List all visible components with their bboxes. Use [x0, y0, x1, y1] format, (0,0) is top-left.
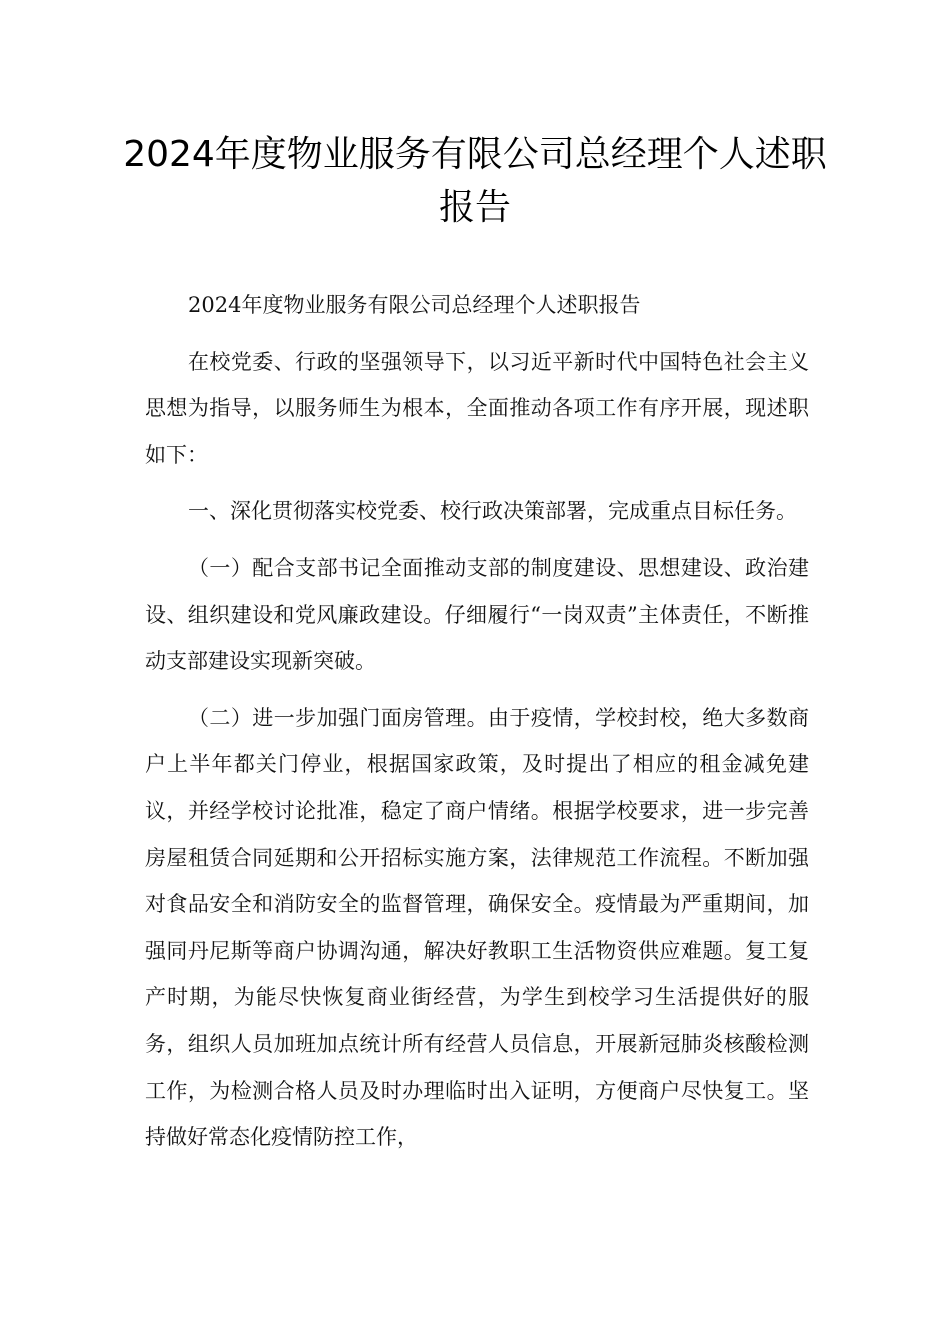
paragraph-intro: 在校党委、行政的坚强领导下，以习近平新时代中国特色社会主义思想为指导，以服务师生为根本，全面推动各项工作有序开展，现述职如下：	[145, 349, 809, 467]
section-heading-1: 一、深化贯彻落实校党委、校行政决策部署，完成重点目标任务。	[188, 499, 797, 524]
paragraph-item-1: （一）配合支部书记全面推动支部的制度建设、思想建设、政治建设、组织建设和党风廉政建设。仔细履行“一岗双责”主体责任，不断推动支部建设实现新突破。	[145, 555, 809, 674]
paragraph-repeat-title: 2024年度物业服务有限公司总经理个人述职报告	[188, 293, 641, 317]
document-title: 2024年度物业服务有限公司总经理个人述职报告	[123, 134, 827, 228]
paragraph-item-2: （二）进一步加强门面房管理。由于疫情，学校封校，绝大多数商户上半年都关门停业，根据国家政策，及时提出了相应的租金减免建议，并经学校讨论批准，稳定了商户情绪。根据学校要求，进一步完善房屋租赁合同延期和公开招标实施方案，法律规范工作流程。不断加强对食品安全和消防安全的监督管理，确保安全。疫情最为严重期间，加强同丹尼斯等商户协调沟通，解决好教职工生活物资供应难题。复工复产时期，为能尽快恢复商业街经营，为学生到校学习生活提供好的服务，组织人员加班加点统计所有经营人员信息，开展新冠肺炎核酸检测工作，为检测合格人员及时办理临时出入证明，方便商户尽快复工。坚持做好常态化疫情防控工作，	[145, 705, 809, 1150]
document-body	[145, 282, 809, 1171]
